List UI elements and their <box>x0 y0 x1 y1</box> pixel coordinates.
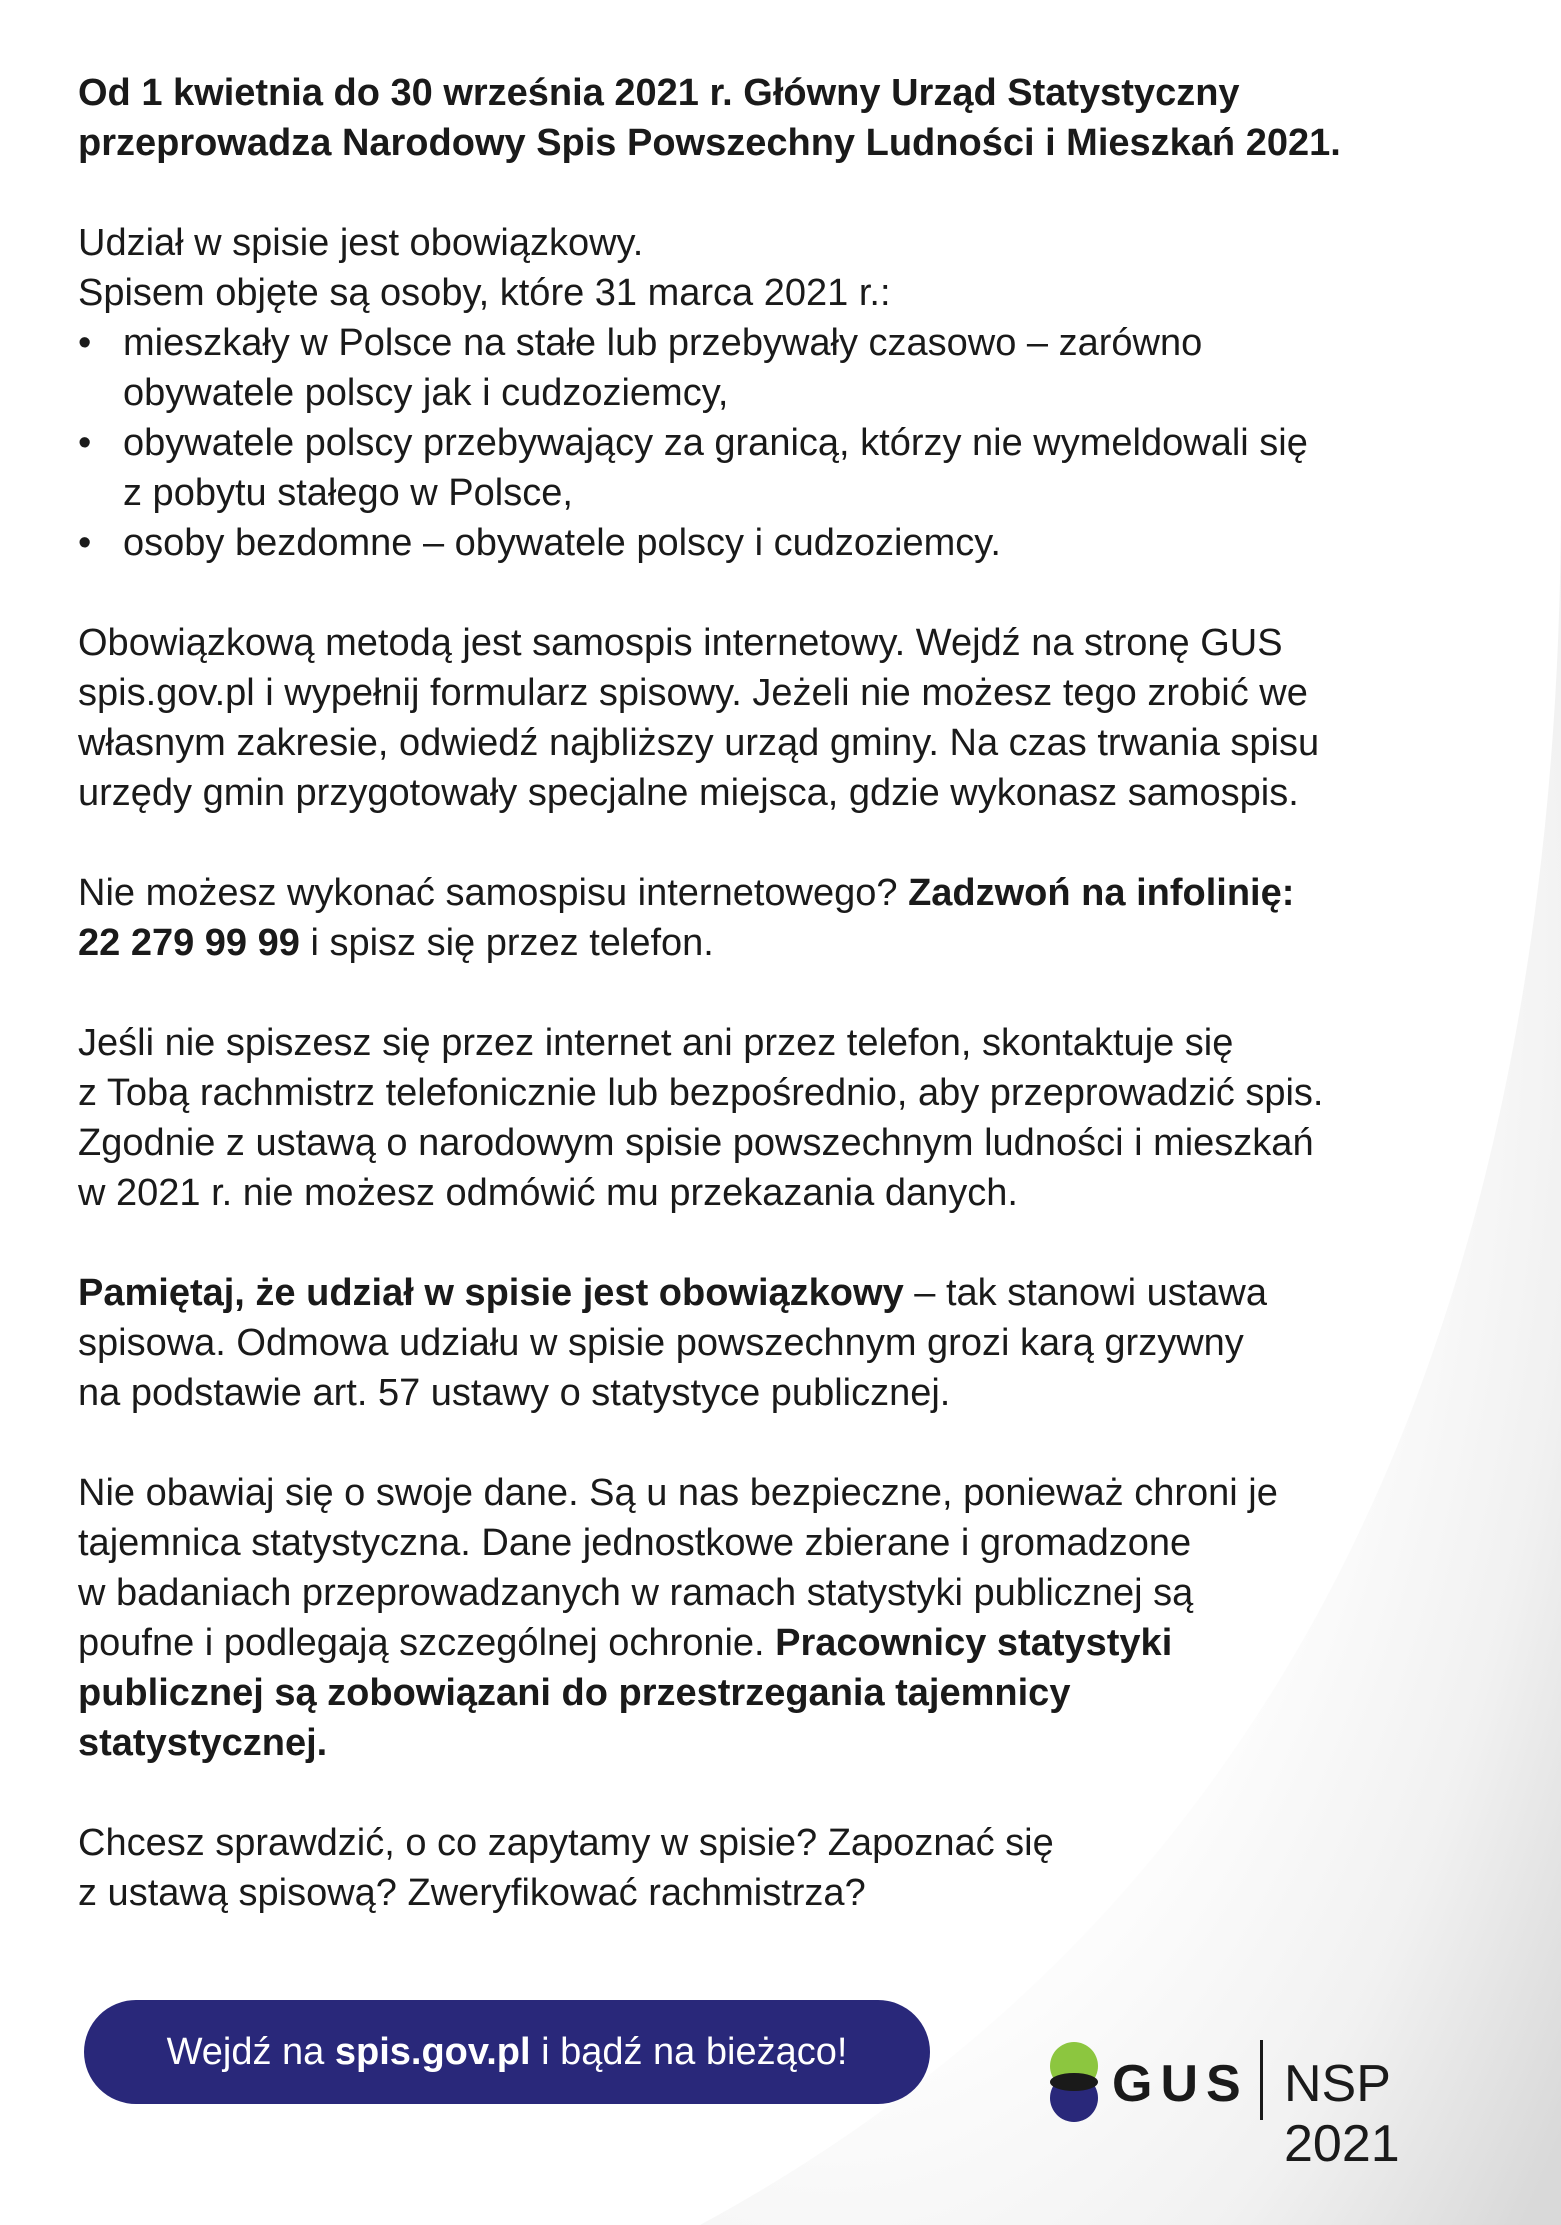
hotline-rest: i spisz się przez telefon. <box>299 922 714 964</box>
closing-line: z ustawą spisową? Zweryfikować rachmistrza? <box>78 1872 866 1914</box>
gus-nsp-logo <box>1046 2030 1516 2173</box>
method-paragraph <box>78 618 1478 818</box>
hotline-question: Nie możesz wykonać samospisu internetowego? <box>78 872 909 914</box>
privacy-bold-line: publicznej są zobowiązani do przestrzegania tajemnicy <box>78 1672 1071 1714</box>
list-item <box>78 318 1478 418</box>
privacy-bold: Pracownicy statystyki <box>775 1622 1173 1664</box>
method-line: urzędy gmin przygotowały specjalne miejsca, gdzie wykonasz samospis. <box>78 772 1299 814</box>
hotline-line <box>78 868 1478 918</box>
logo-divider <box>1260 2040 1263 2120</box>
scope-intro: Spisem objęte są osoby, które 31 marca 2021 r.: <box>78 272 891 314</box>
list-item-line: z pobytu stałego w Polsce, <box>123 472 573 514</box>
privacy-line: w badaniach przeprowadzanych w ramach statystyki publicznej są <box>78 1572 1194 1614</box>
list-item-line: • mieszkały w Polsce na stałe lub przebywały czasowo – zarówno <box>123 322 1203 364</box>
list-item <box>78 418 1478 518</box>
method-line: własnym zakresie, odwiedź najbliższy urząd gminy. Na czas trwania spisu <box>78 722 1320 764</box>
hotline-number: 22 279 99 99 <box>78 922 300 964</box>
list-item <box>78 518 1478 568</box>
hotline-line <box>78 918 1478 968</box>
closing-line: Chcesz sprawdzić, o co zapytamy w spisie? Zapoznać się <box>78 1822 1054 1864</box>
list-item-line: • osoby bezdomne – obywatele polscy i cudzoziemcy. <box>123 522 1001 564</box>
remember-line: spisowa. Odmowa udziału w spisie powszechnym grozi karą grzywny <box>78 1322 1244 1364</box>
remember-bold: Pamiętaj, że udział w spisie jest obowiązkowy <box>78 1272 904 1314</box>
remember-line: na podstawie art. 57 ustawy o statystyce publicznej. <box>78 1372 951 1414</box>
list-item-line: • obywatele polscy przebywający za granicą, którzy nie wymeldowali się <box>123 422 1308 464</box>
enumerator-line: Zgodnie z ustawą o narodowym spisie powszechnym ludności i mieszkań <box>78 1122 1314 1164</box>
intro-heading <box>78 68 1478 168</box>
privacy-paragraph <box>78 1468 1478 1768</box>
visit-website-button[interactable] <box>84 2000 930 2104</box>
enumerator-line: Jeśli nie spiszesz się przez internet ani przez telefon, skontaktuje się <box>78 1022 1234 1064</box>
cta-link[interactable]: spis.gov.pl <box>334 2031 531 2073</box>
obligation-text: Udział w spisie jest obowiązkowy. <box>78 222 644 264</box>
intro-line: przeprowadza Narodowy Spis Powszechny Ludności i Mieszkań 2021. <box>78 122 1341 164</box>
gus-wordmark: GUS <box>1112 2055 1249 2113</box>
hotline-call: Zadzwoń na infolinię: <box>908 872 1295 914</box>
enumerator-line: z Tobą rachmistrz telefonicznie lub bezpośrednio, aby przeprowadzić spis. <box>78 1072 1324 1114</box>
enumerator-line: w 2021 r. nie możesz odmówić mu przekazania danych. <box>78 1172 1018 1214</box>
list-item-line: obywatele polscy jak i cudzoziemcy, <box>123 372 729 414</box>
privacy-bold-line: statystycznej. <box>78 1722 328 1764</box>
cta-suffix: i bądź na bieżąco! <box>530 2031 848 2073</box>
closing-paragraph <box>78 1818 1478 1918</box>
method-line: spis.gov.pl i wypełnij formularz spisowy. Jeżeli nie możesz tego zrobić we <box>78 672 1308 714</box>
privacy-line <box>78 1618 1478 1668</box>
flyer-text <box>78 68 1478 1968</box>
cta-prefix: Wejdź na <box>166 2031 335 2073</box>
enumerator-paragraph <box>78 1018 1478 1218</box>
remember-rest: – tak stanowi ustawa <box>903 1272 1268 1314</box>
scope-list <box>78 318 1478 568</box>
gus-logo-icon <box>1046 2040 1102 2124</box>
remember-line <box>78 1268 1478 1318</box>
nsp-wordmark: NSP 2021 <box>1284 2055 1400 2173</box>
remember-paragraph <box>78 1268 1478 1418</box>
intro-line: Od 1 kwietnia do 30 września 2021 r. Główny Urząd Statystyczny <box>78 72 1240 114</box>
hotline-paragraph <box>78 868 1478 968</box>
method-line: Obowiązkową metodą jest samospis internetowy. Wejdź na stronę GUS <box>78 622 1283 664</box>
privacy-line: Nie obawiaj się o swoje dane. Są u nas bezpieczne, ponieważ chroni je <box>78 1472 1278 1514</box>
privacy-line: tajemnica statystyczna. Dane jednostkowe zbierane i gromadzone <box>78 1522 1192 1564</box>
scope-section <box>78 218 1478 318</box>
privacy-plain: poufne i podlegają szczególnej ochronie. <box>78 1622 776 1664</box>
